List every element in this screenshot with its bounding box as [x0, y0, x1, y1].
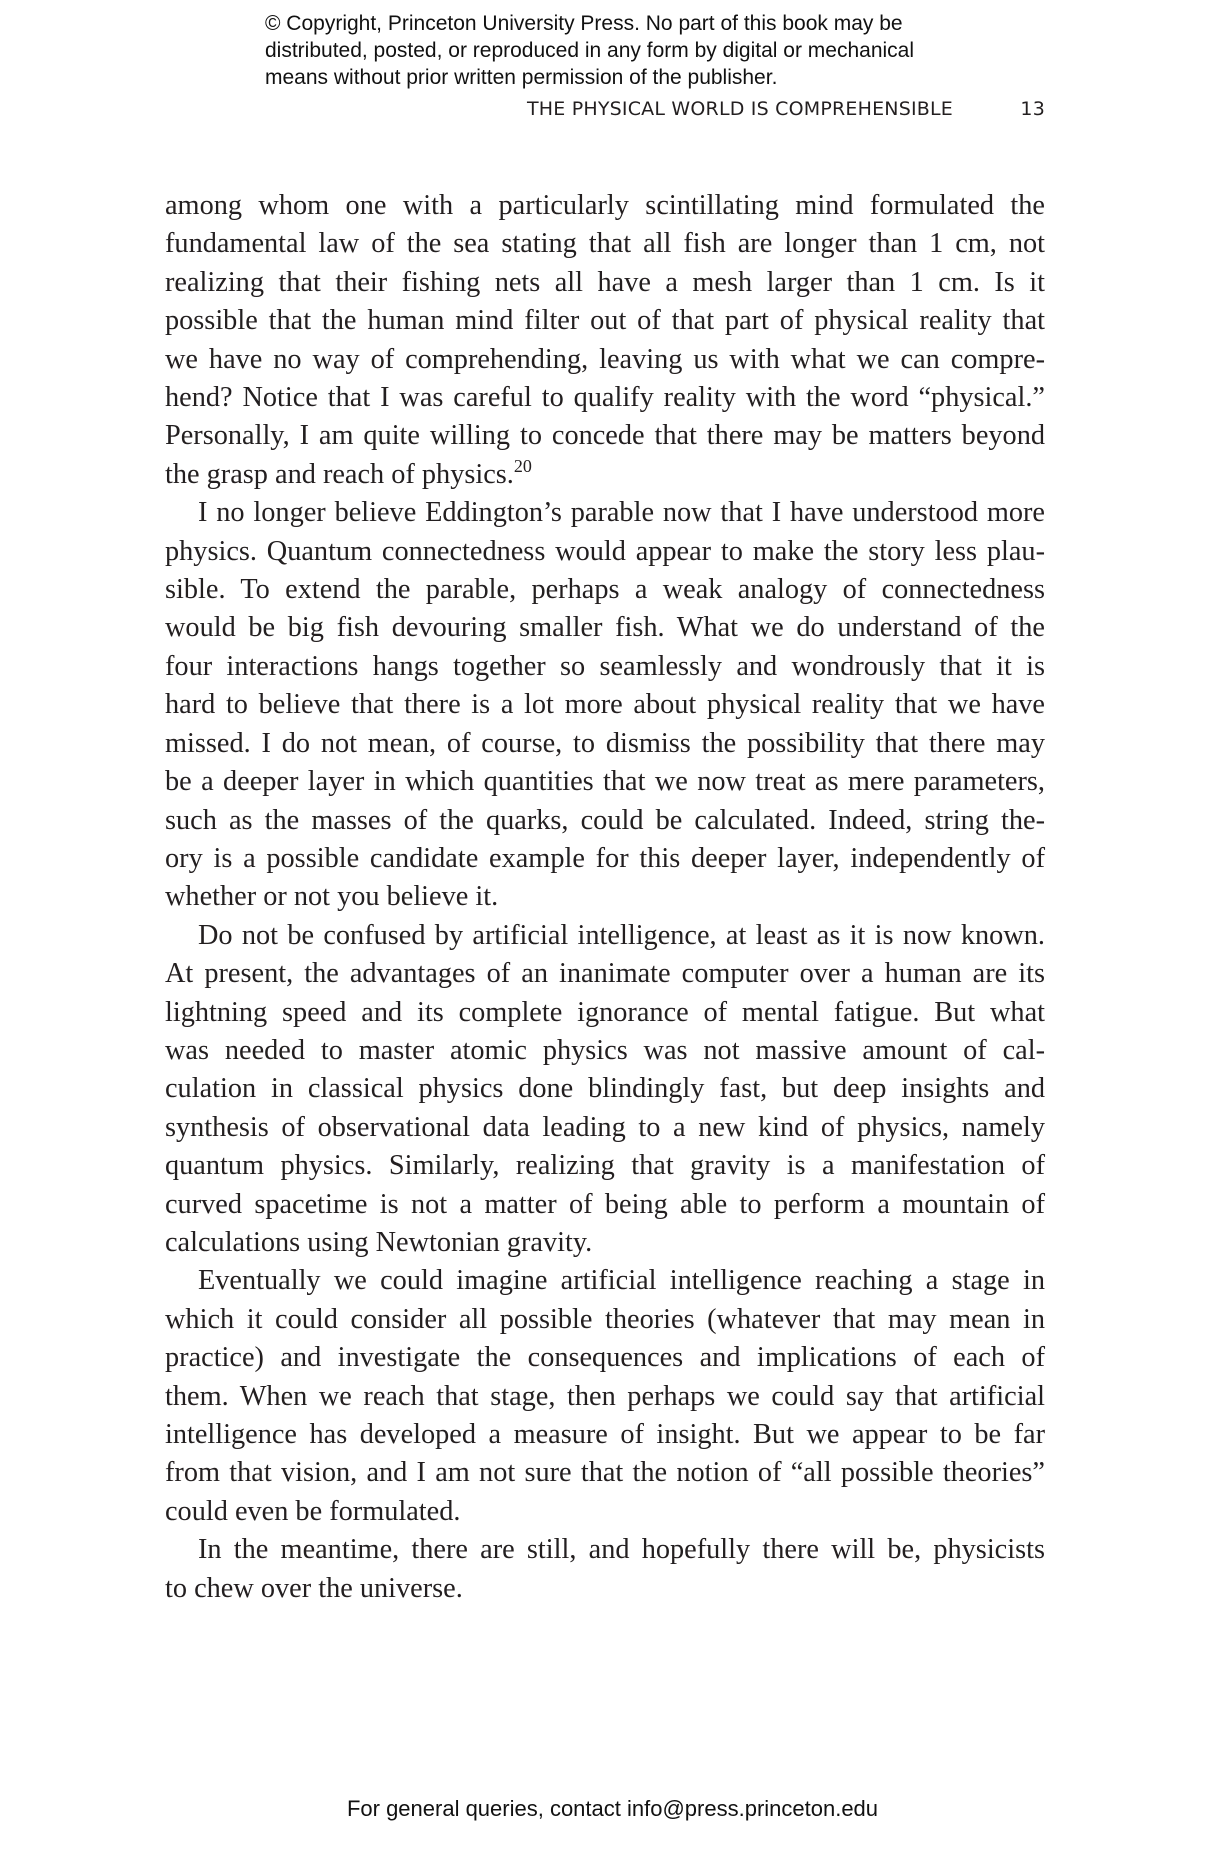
text-line: calculations using Newtonian gravity. — [165, 1226, 593, 1258]
text-line: culation in classical physics done blindingly fast, but deep insights and — [165, 1073, 1045, 1105]
text-line: four interactions hangs together so seamlessly and wondrously that it is — [165, 650, 1045, 682]
text-line: fundamental law of the sea stating that all fish are longer than 1 cm, not — [165, 228, 1045, 260]
running-title: THE PHYSICAL WORLD IS COMPREHENSIBLE — [526, 98, 953, 120]
text-line: missed. I do not mean, of course, to dismiss the possibility that there may — [165, 727, 1045, 759]
copyright-notice — [265, 10, 985, 91]
text-line: the grasp and reach of physics. — [165, 458, 514, 490]
text-line: practice) and investigate the consequences and implications of each of — [165, 1342, 1045, 1374]
text-line: ory is a possible candidate example for this deeper layer, independently of — [165, 842, 1045, 874]
text-line-with-footnote — [165, 456, 1045, 494]
footer-contact: For general queries, contact info@press.princeton.edu — [346, 1796, 879, 1821]
text-line: intelligence has developed a measure of insight. But we appear to be far — [165, 1419, 1045, 1450]
text-line: to chew over the universe. — [165, 1572, 463, 1604]
text-line: was needed to master atomic physics was not massive amount of cal- — [165, 1034, 1045, 1066]
text-line: At present, the advantages of an inanimate computer over a human are its — [165, 958, 1045, 990]
copyright-line: means without prior written permission of the publisher. — [265, 66, 778, 89]
body-text — [165, 187, 1045, 1608]
page-number: 13 — [1020, 98, 1045, 120]
text-line: hend? Notice that I was careful to qualify reality with the word “physical.” — [165, 382, 1045, 414]
text-line: which it could consider all possible theories (whatever that may mean in — [165, 1303, 1045, 1335]
running-head — [165, 98, 1045, 128]
footnote-marker: 20 — [513, 455, 532, 476]
text-line: them. When we reach that stage, then perhaps we could say that artificial — [165, 1380, 1045, 1412]
paragraph — [165, 1531, 1045, 1608]
paragraph — [165, 1262, 1045, 1531]
text-line: Personally, I am quite willing to concede that there may be matters beyond — [165, 420, 1045, 452]
text-line: Do not be confused by artificial intelligence, at least as it is now known. — [198, 919, 1045, 951]
text-line: In the meantime, there are still, and hopefully there will be, physicists — [198, 1534, 1045, 1566]
text-line: among whom one with a particularly scintillating mind formulated the — [165, 190, 1045, 221]
text-line: synthesis of observational data leading to a new kind of physics, namely — [165, 1111, 1045, 1143]
paragraph — [165, 187, 1045, 494]
text-line: sible. To extend the parable, perhaps a weak analogy of connectedness — [165, 574, 1045, 606]
text-line: realizing that their fishing nets all have a mesh larger than 1 cm. Is it — [165, 266, 1045, 298]
text-line: be a deeper layer in which quantities that we now treat as mere parameters, — [165, 766, 1045, 798]
text-line: we have no way of comprehending, leaving us with what we can compre- — [165, 343, 1045, 375]
text-line: hard to believe that there is a lot more about physical reality that we have — [165, 689, 1045, 721]
text-line: quantum physics. Similarly, realizing that gravity is a manifestation of — [165, 1150, 1045, 1182]
text-line: could even be formulated. — [165, 1495, 461, 1527]
text-line: curved spacetime is not a matter of being able to perform a mountain of — [165, 1188, 1045, 1220]
text-line: physics. Quantum connectedness would appear to make the story less plau- — [165, 535, 1045, 567]
text-line: from that vision, and I am not sure that the notion of “all possible theories” — [165, 1457, 1045, 1489]
copyright-line: © Copyright, Princeton University Press. No part of this book may be — [265, 12, 903, 35]
text-line: possible that the human mind filter out of that part of physical reality that — [165, 305, 1045, 337]
text-line: Eventually we could imagine artificial intelligence reaching a stage in — [198, 1265, 1045, 1297]
copyright-line: distributed, posted, or reproduced in any form by digital or mechanical — [265, 39, 915, 62]
text-line: lightning speed and its complete ignorance of mental fatigue. But what — [165, 996, 1045, 1028]
text-line: whether or not you believe it. — [165, 881, 499, 913]
text-line: would be big fish devouring smaller fish. What we do understand of the — [165, 612, 1045, 644]
text-line: I no longer believe Eddington’s parable now that I have understood more — [198, 497, 1045, 529]
paragraph — [165, 494, 1045, 916]
text-line: such as the masses of the quarks, could be calculated. Indeed, string the- — [165, 804, 1045, 836]
paragraph — [165, 917, 1045, 1263]
